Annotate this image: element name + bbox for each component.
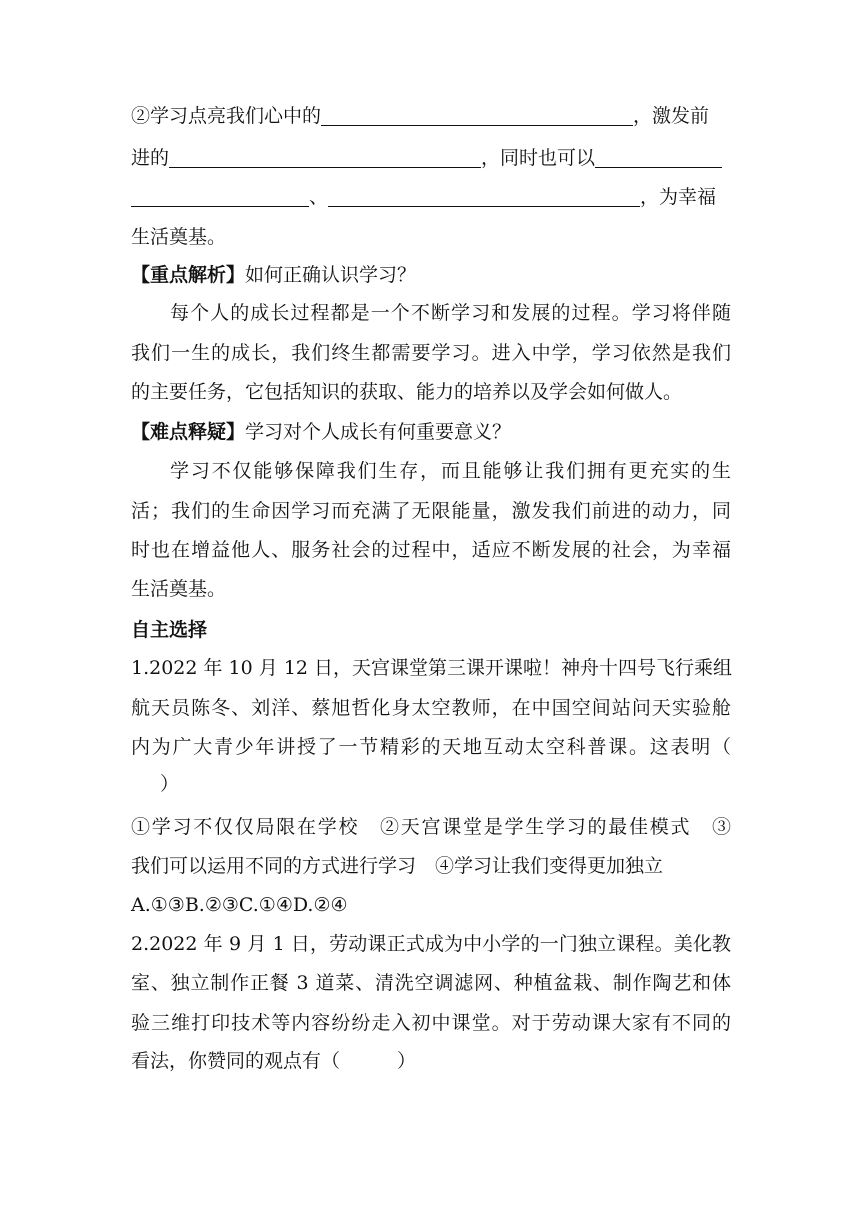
question-1-line: 航天员陈冬、刘洋、蔡旭哲化身太空教师，在中国空间站问天实验舱 xyxy=(131,697,731,719)
fill-text: ，为幸福 xyxy=(640,186,717,208)
question-2-line: 室、独立制作正餐 3 道菜、清洗空调滤网、种植盆栽、制作陶艺和体 xyxy=(131,972,731,994)
section-title: 自主选择 xyxy=(131,619,208,641)
fill-text: 进的 xyxy=(131,147,170,169)
fill-text: ，同时也可以 xyxy=(481,147,596,169)
question-2-line: 2.2022 年 9 月 1 日，劳动课正式成为中小学的一门独立课程。美化教 xyxy=(131,933,731,955)
diff-tag: 【难点释疑】 xyxy=(131,421,246,443)
question-1-line: 1.2022 年 10 月 12 日，天宫课堂第三课开课啦！神舟十四号飞行乘组 xyxy=(131,657,733,679)
fill-text: 、 xyxy=(309,186,329,208)
question-2-line: 看法，你赞同的观点有（ ） xyxy=(131,1050,417,1072)
key-paragraph-line: 每个人的成长过程都是一个不断学习和发展的过程。学习将伴随 xyxy=(170,302,731,324)
key-paragraph-line: 的主要任务，它包括知识的获取、能力的培养以及学会如何做人。 xyxy=(131,381,683,403)
diff-paragraph-line: 时也在增益他人、服务社会的过程中，适应不断发展的社会，为幸福 xyxy=(131,539,731,561)
fill-text: ，激发前 xyxy=(633,105,710,127)
question-1-statements: ①学习不仅仅局限在学校 ②天宫课堂是学生学习的最佳模式 ③ xyxy=(131,816,731,838)
question-1-bracket: ） xyxy=(160,773,180,795)
key-tag: 【重点解析】 xyxy=(131,264,246,286)
key-heading xyxy=(131,262,731,288)
diff-heading xyxy=(131,419,731,445)
answer-blank[interactable] xyxy=(169,147,481,168)
fill-line-1 xyxy=(131,103,731,129)
diff-paragraph-line: 活；我们的生命因学习而充满了无限能量，激发我们前进的动力，同 xyxy=(131,500,731,522)
diff-paragraph-line: 生活奠基。 xyxy=(131,578,227,600)
diff-question: 学习对个人成长有何重要意义？ xyxy=(245,421,512,443)
key-question: 如何正确认识学习？ xyxy=(245,264,417,286)
answer-blank[interactable] xyxy=(321,105,633,126)
question-1-answer-options: A.①③B.②③C.①④D.②④ xyxy=(131,894,348,916)
answer-blank[interactable] xyxy=(131,186,309,207)
diff-paragraph-line: 学习不仅能够保障我们生存，而且能够让我们拥有更充实的生 xyxy=(170,460,731,482)
question-2-line: 验三维打印技术等内容纷纷走入初中课堂。对于劳动课大家有不同的 xyxy=(131,1012,731,1034)
answer-blank[interactable] xyxy=(595,147,722,168)
question-1-line: 内为广大青少年讲授了一节精彩的天地互动太空科普课。这表明（ xyxy=(131,736,731,758)
fill-line-3 xyxy=(131,184,731,210)
key-paragraph-line: 我们一生的成长，我们终生都需要学习。进入中学，学习依然是我们 xyxy=(131,342,731,364)
question-1-statements: 我们可以运用不同的方式进行学习 ④学习让我们变得更加独立 xyxy=(131,855,664,877)
fill-line-2 xyxy=(131,145,731,171)
fill-line-4: 生活奠基。 xyxy=(131,226,227,248)
fill-text: ②学习点亮我们心中的 xyxy=(131,105,322,127)
answer-blank[interactable] xyxy=(328,186,640,207)
